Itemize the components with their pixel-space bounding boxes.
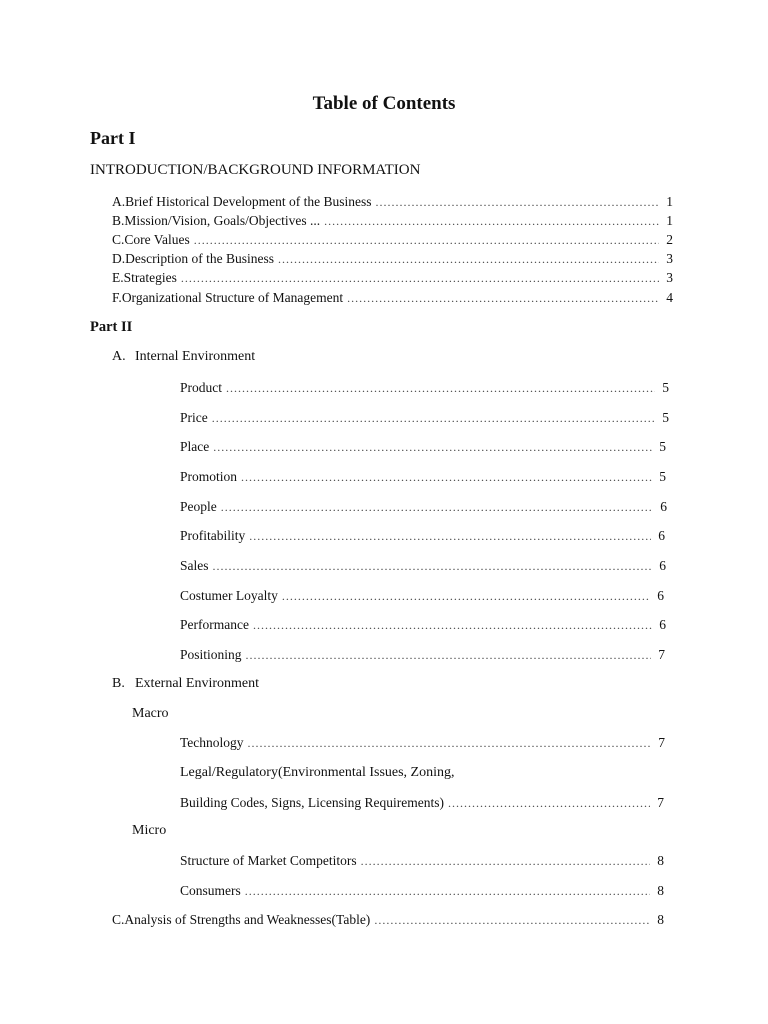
part-2-heading: Part II <box>90 319 133 335</box>
entry-label: Analysis of Strengths and Weaknesses(Table) <box>124 912 371 927</box>
toc-entry <box>180 380 669 396</box>
entry-label: Description of the Business <box>125 251 274 266</box>
dot-leader <box>248 735 651 751</box>
entry-marker: D. <box>112 251 126 266</box>
dot-leader <box>181 270 659 286</box>
toc-entry <box>180 499 667 515</box>
entry-label: Internal Environment <box>135 349 256 364</box>
toc-entry <box>180 647 665 663</box>
entry-marker: F. <box>112 290 122 305</box>
part-1-heading: Part I <box>90 128 136 148</box>
dot-leader <box>375 194 659 210</box>
dot-leader <box>241 469 652 485</box>
dot-leader <box>347 290 659 306</box>
dot-leader <box>448 795 650 811</box>
toc-entry <box>180 588 664 604</box>
entry-page-number: 6 <box>660 499 667 514</box>
entry-label: Positioning <box>180 647 242 662</box>
entry-label: Performance <box>180 617 249 632</box>
dot-leader <box>278 251 659 267</box>
external-environment-heading <box>112 676 259 692</box>
entry-label: Place <box>180 439 210 454</box>
entry-label: Strategies <box>123 270 177 285</box>
entry-page-number: 7 <box>658 647 665 662</box>
entry-label: Costumer Loyalty <box>180 588 278 603</box>
entry-page-number: 6 <box>659 617 666 632</box>
toc-entry <box>112 232 673 248</box>
toc-entry <box>180 558 666 574</box>
entry-label: Profitability <box>180 528 246 543</box>
entry-marker: A. <box>112 349 126 364</box>
micro-subheading: Micro <box>132 823 167 838</box>
toc-entry <box>112 270 673 286</box>
dot-leader <box>324 213 659 229</box>
entry-label: Mission/Vision, Goals/Objectives ... <box>124 213 321 228</box>
toc-entry <box>112 251 673 267</box>
entry-label: Core Values <box>124 232 190 247</box>
entry-marker: A. <box>112 194 126 209</box>
entry-page-number: 8 <box>657 912 664 927</box>
entry-label: People <box>180 499 217 514</box>
macro-subheading: Macro <box>132 706 169 721</box>
toc-entry <box>180 735 665 751</box>
entry-label: Organizational Structure of Management <box>121 290 344 305</box>
toc-entry <box>112 912 664 928</box>
toc-entry <box>180 439 666 455</box>
entry-label: External Environment <box>135 676 260 691</box>
entry-label: Promotion <box>180 469 238 484</box>
entry-page-number: 2 <box>666 232 673 247</box>
entry-page-number: 1 <box>666 213 673 228</box>
entry-page-number: 6 <box>657 588 664 603</box>
toc-entry <box>112 213 673 229</box>
page-title: Table of Contents <box>312 93 456 114</box>
dot-leader <box>245 883 650 899</box>
entry-page-number: 6 <box>659 558 666 573</box>
entry-label: Building Codes, Signs, Licensing Requirements) <box>180 795 444 810</box>
toc-entry <box>180 410 669 426</box>
dot-leader <box>249 528 651 544</box>
dot-leader <box>361 853 650 869</box>
toc-entry <box>180 883 664 899</box>
entry-page-number: 4 <box>666 290 673 305</box>
entry-marker: B. <box>112 676 125 691</box>
dot-leader <box>374 912 650 928</box>
dot-leader <box>246 647 651 663</box>
entry-page-number: 5 <box>662 380 669 395</box>
dot-leader <box>194 232 659 248</box>
toc-entry <box>180 617 666 633</box>
entry-page-number: 3 <box>666 270 673 285</box>
dot-leader <box>221 499 653 515</box>
entry-label: Consumers <box>180 883 241 898</box>
entry-page-number: 6 <box>658 528 665 543</box>
toc-entry <box>112 290 673 306</box>
entry-marker: C. <box>112 912 125 927</box>
entry-label: Sales <box>180 558 209 573</box>
entry-label: Price <box>180 410 208 425</box>
entry-marker: C. <box>112 232 125 247</box>
toc-entry <box>180 795 664 811</box>
entry-label: Structure of Market Competitors <box>180 853 357 868</box>
internal-environment-heading <box>112 349 255 365</box>
entry-label: Brief Historical Development of the Business <box>125 194 372 209</box>
entry-page-number: 5 <box>662 410 669 425</box>
entry-page-number: 1 <box>666 194 673 209</box>
entry-page-number: 8 <box>657 883 664 898</box>
entry-marker: B. <box>112 213 125 228</box>
entry-page-number: 5 <box>659 469 666 484</box>
dot-leader <box>282 588 650 604</box>
toc-entry <box>112 194 673 210</box>
entry-marker: E. <box>112 270 124 285</box>
entry-label: Technology <box>180 735 244 750</box>
dot-leader <box>212 410 655 426</box>
entry-page-number: 7 <box>657 795 664 810</box>
dot-leader <box>213 439 652 455</box>
part-1-section-title: INTRODUCTION/BACKGROUND INFORMATION <box>90 162 421 178</box>
dot-leader <box>253 617 652 633</box>
entry-page-number: 8 <box>657 853 664 868</box>
dot-leader <box>213 558 653 574</box>
entry-page-number: 5 <box>659 439 666 454</box>
toc-entry <box>180 528 665 544</box>
toc-entry <box>180 853 664 869</box>
legal-regulatory-line: Legal/Regulatory(Environmental Issues, Zoning, <box>180 765 455 780</box>
entry-label: Product <box>180 380 222 395</box>
dot-leader <box>226 380 655 396</box>
entry-page-number: 7 <box>658 735 665 750</box>
entry-page-number: 3 <box>666 251 673 266</box>
toc-entry <box>180 469 666 485</box>
